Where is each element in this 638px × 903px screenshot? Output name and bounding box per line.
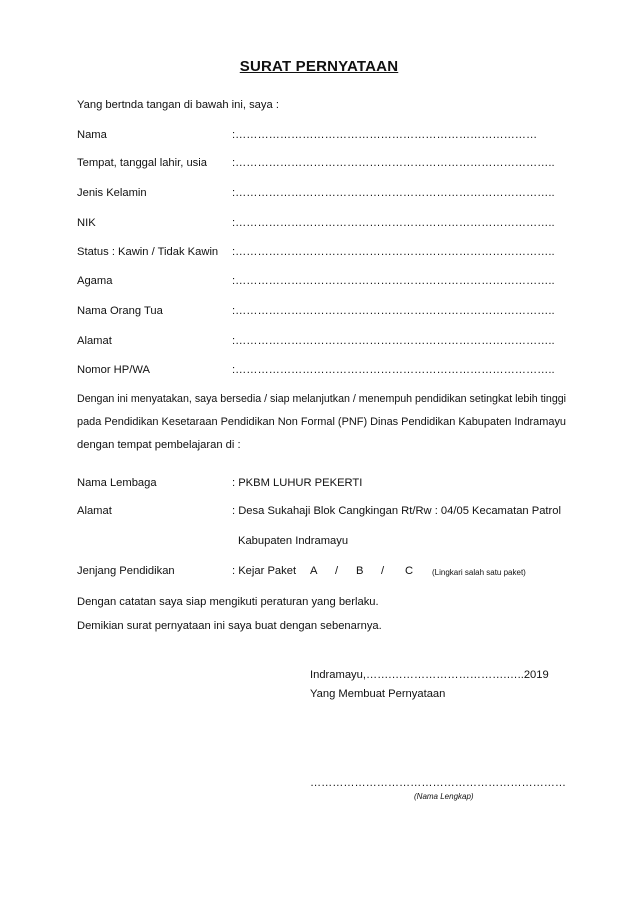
field-blank-nik[interactable]: :………………………………………………………………………….. — [232, 217, 555, 229]
signature-name-caption: (Nama Lengkap) — [414, 792, 474, 801]
field-blank-nomor-hp[interactable]: :………………………………………………………………………….. — [232, 364, 555, 376]
field-label-nama-orang-tua: Nama Orang Tua — [77, 305, 163, 317]
statement-line-2: pada Pendidikan Kesetaraan Pendidikan Non Formal (PNF) Dinas Pendidikan Kabupaten Indramayu — [77, 416, 567, 428]
field-blank-nama[interactable]: :……………………………………………………………………… — [232, 129, 538, 141]
paket-separator-1: / — [335, 565, 339, 577]
jenjang-value: : Kejar Paket — [232, 565, 297, 577]
field-blank-agama[interactable]: :………………………………………………………………………….. — [232, 275, 555, 287]
jenjang-label: Jenjang Pendidikan — [77, 565, 175, 577]
closing-line-2: Demikian surat pernyataan ini saya buat dengan sebenarnya. — [77, 620, 382, 632]
paket-option-b[interactable]: B — [356, 565, 364, 577]
statement-line-3: dengan tempat pembelajaran di : — [77, 439, 241, 451]
field-label-alamat: Alamat — [77, 335, 112, 347]
field-label-nama: Nama — [77, 129, 107, 141]
field-blank-status[interactable]: :………………………………………………………………………….. — [232, 246, 555, 258]
signature-name-line[interactable]: …………………………………………………………… — [310, 777, 567, 789]
field-blank-ttl[interactable]: :………………………………………………………………………….. — [232, 157, 555, 169]
field-blank-jenis-kelamin[interactable]: :………………………………………………………………………….. — [232, 187, 555, 199]
field-label-agama: Agama — [77, 275, 113, 287]
institution-alamat-value-2: Kabupaten Indramayu — [238, 535, 349, 547]
statement-line-1: Dengan ini menyatakan, saya bersedia / siap melanjutkan / menempuh pendidikan setingkat lebih tinggi — [77, 393, 567, 405]
institution-alamat-label: Alamat — [77, 505, 112, 517]
field-label-jenis-kelamin: Jenis Kelamin — [77, 187, 147, 199]
intro-text: Yang bertnda tangan di bawah ini, saya : — [77, 99, 279, 111]
closing-line-1: Dengan catatan saya siap mengikuti peraturan yang berlaku. — [77, 596, 379, 608]
field-label-status: Status : Kawin / Tidak Kawin — [77, 246, 219, 258]
signature-place-date[interactable]: Indramayu,…….………………………….…..2019 — [310, 669, 549, 681]
paket-option-a[interactable]: A — [310, 565, 318, 577]
field-blank-nama-orang-tua[interactable]: :………………………………………………………………………….. — [232, 305, 555, 317]
field-label-nomor-hp: Nomor HP/WA — [77, 364, 150, 376]
signature-maker-label: Yang Membuat Pernyataan — [310, 688, 446, 700]
paket-instruction-note: (Lingkari salah satu paket) — [432, 568, 526, 577]
lembaga-value: : PKBM LUHUR PEKERTI — [232, 477, 363, 489]
field-label-ttl: Tempat, tanggal lahir, usia — [77, 157, 207, 169]
field-blank-alamat[interactable]: :………………………………………………………………………….. — [232, 335, 555, 347]
institution-alamat-value-1: : Desa Sukahaji Blok Cangkingan Rt/Rw : 04/05 Kecamatan Patrol — [232, 505, 561, 517]
paket-separator-2: / — [381, 565, 385, 577]
lembaga-label: Nama Lembaga — [77, 477, 157, 489]
field-label-nik: NIK — [77, 217, 96, 229]
paket-option-c[interactable]: C — [405, 565, 414, 577]
document-title: SURAT PERNYATAAN — [239, 58, 399, 75]
